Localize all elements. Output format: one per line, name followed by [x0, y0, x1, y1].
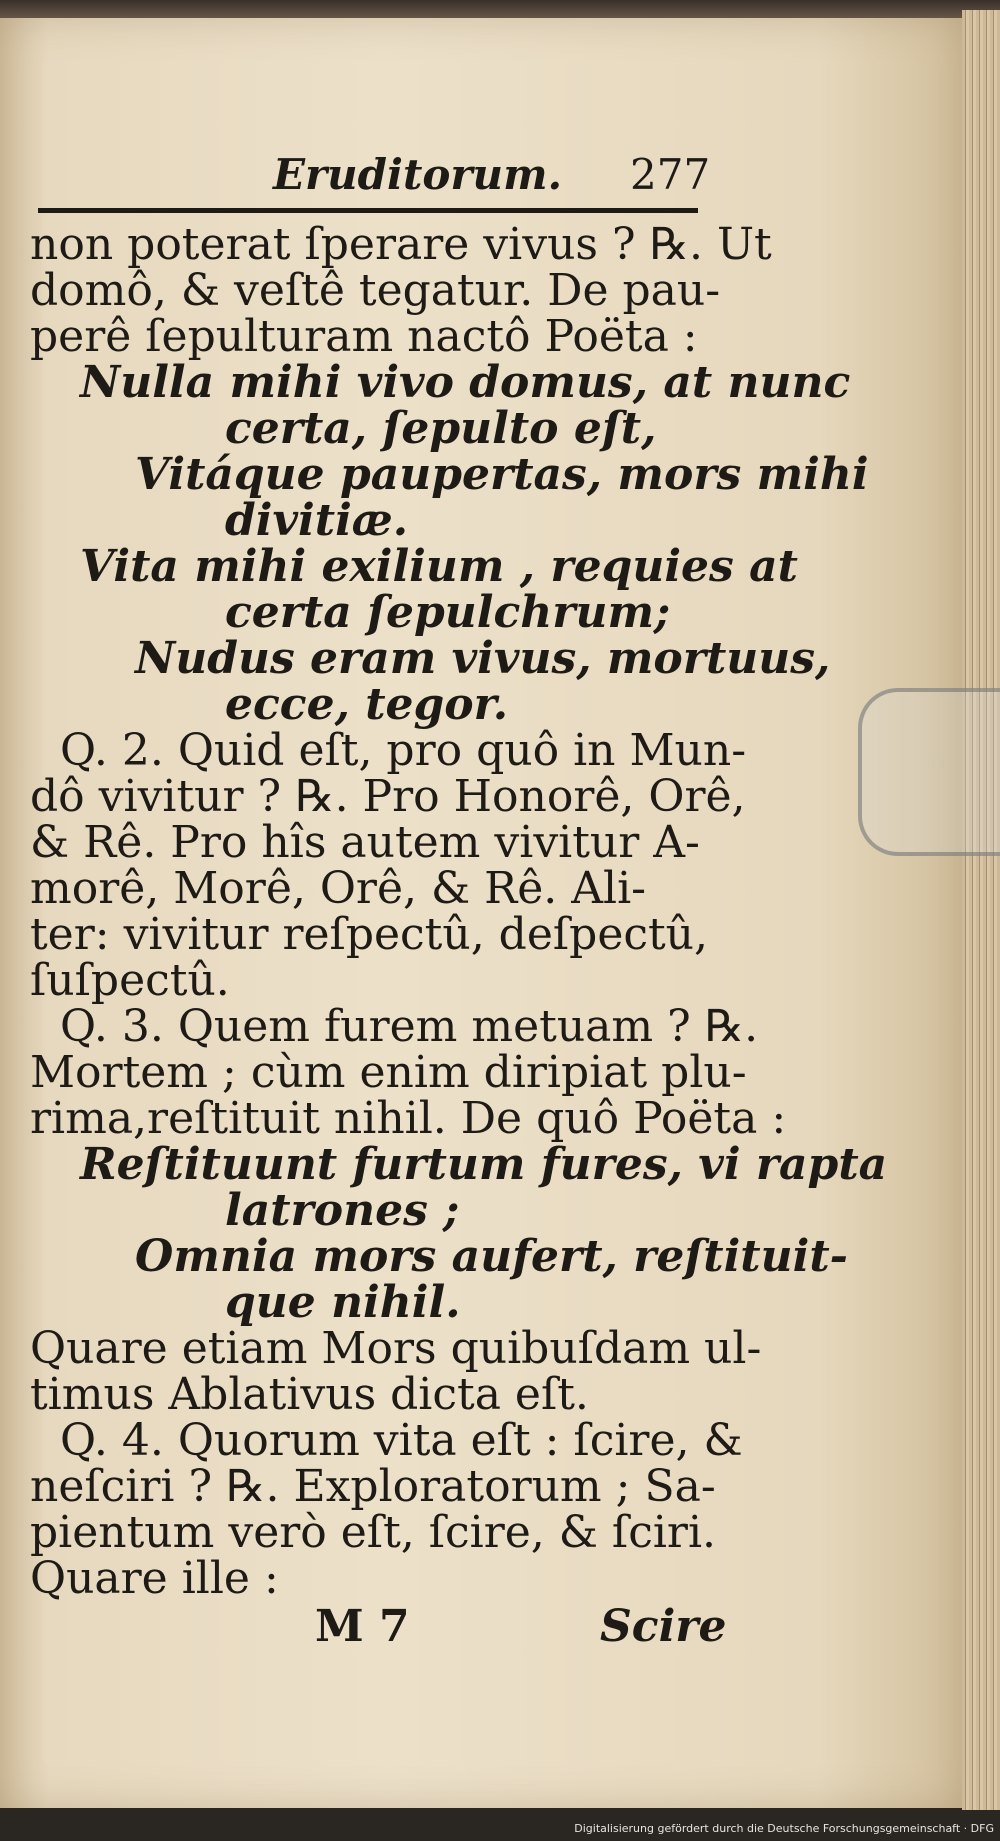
text-line: dô vivitur ? ℞. Pro Honorê, Orê,: [30, 771, 746, 822]
header-rule: [38, 208, 698, 213]
page-body-text: [30, 219, 888, 1604]
text-line: Mortem ; cùm enim diripiat plu-: [30, 1047, 747, 1098]
book-spine-band: [0, 0, 1000, 20]
digitization-credit: Digitalisierung gefördert durch die Deutsche Forschungsgemeinschaft · DFG: [574, 1822, 994, 1835]
text-line: ter: vivitur reſpectû, deſpectû,: [30, 909, 709, 960]
verse-line: Reſtituunt furtum fures, vi rapta: [80, 1139, 888, 1190]
text-line: ſuſpectû.: [30, 955, 230, 1006]
verse-line: Omnia mors aufert, reſtituit-: [135, 1231, 848, 1282]
catchword: Scire: [600, 1601, 727, 1652]
verse-line: ecce, tegor.: [225, 679, 509, 730]
verse-line: Nulla mihi vivo domus, at nunc: [80, 357, 851, 408]
verse-line: certa, ſepulto eſt,: [225, 403, 657, 454]
page-edges: [962, 10, 1000, 1810]
text-line: Quare etiam Mors quibuſdam ul-: [30, 1323, 762, 1374]
text-line: domô, & veſtê tegatur. De pau-: [30, 265, 721, 316]
page-clip: [858, 688, 1000, 856]
verse-line: certa ſepulchrum;: [225, 587, 671, 638]
verse-line: que nihil.: [225, 1277, 461, 1328]
running-title: Eruditorum.: [273, 150, 563, 199]
text-line: morê, Morê, Orê, & Rê. Ali-: [30, 863, 647, 914]
text-line: perê ſepulturam nactô Poëta :: [30, 311, 698, 362]
page-header: [30, 152, 710, 212]
text-line: neſciri ? ℞. Exploratorum ; Sa-: [30, 1461, 716, 1512]
text-line: Q. 3. Quem furem metuam ? ℞.: [60, 1001, 759, 1052]
verse-line: Vita mihi exilium , requies at: [80, 541, 798, 592]
verse-line: divitiæ.: [225, 495, 409, 546]
signature-mark: M 7: [315, 1601, 410, 1652]
text-line: Q. 4. Quorum vita eſt : ſcire, &: [60, 1415, 743, 1466]
text-line: Q. 2. Quid eſt, pro quô in Mun-: [60, 725, 747, 776]
page-number: 277: [630, 150, 711, 199]
text-line: pientum verò eſt, ſcire, & ſciri.: [30, 1507, 717, 1558]
text-line: & Rê. Pro hîs autem vivitur A-: [30, 817, 700, 868]
text-line: rima,reſtituit nihil. De quô Poëta :: [30, 1093, 787, 1144]
text-line: Quare ille :: [30, 1553, 279, 1604]
text-line: timus Ablativus dicta eſt.: [30, 1369, 589, 1420]
verse-line: Nudus eram vivus, mortuus,: [135, 633, 831, 684]
text-line: non poterat ſperare vivus ? ℞. Ut: [30, 219, 772, 270]
verse-line: Vitáque paupertas, mors mihi: [135, 449, 869, 500]
page-footer: [30, 1601, 727, 1664]
verse-line: latrones ;: [225, 1185, 460, 1236]
